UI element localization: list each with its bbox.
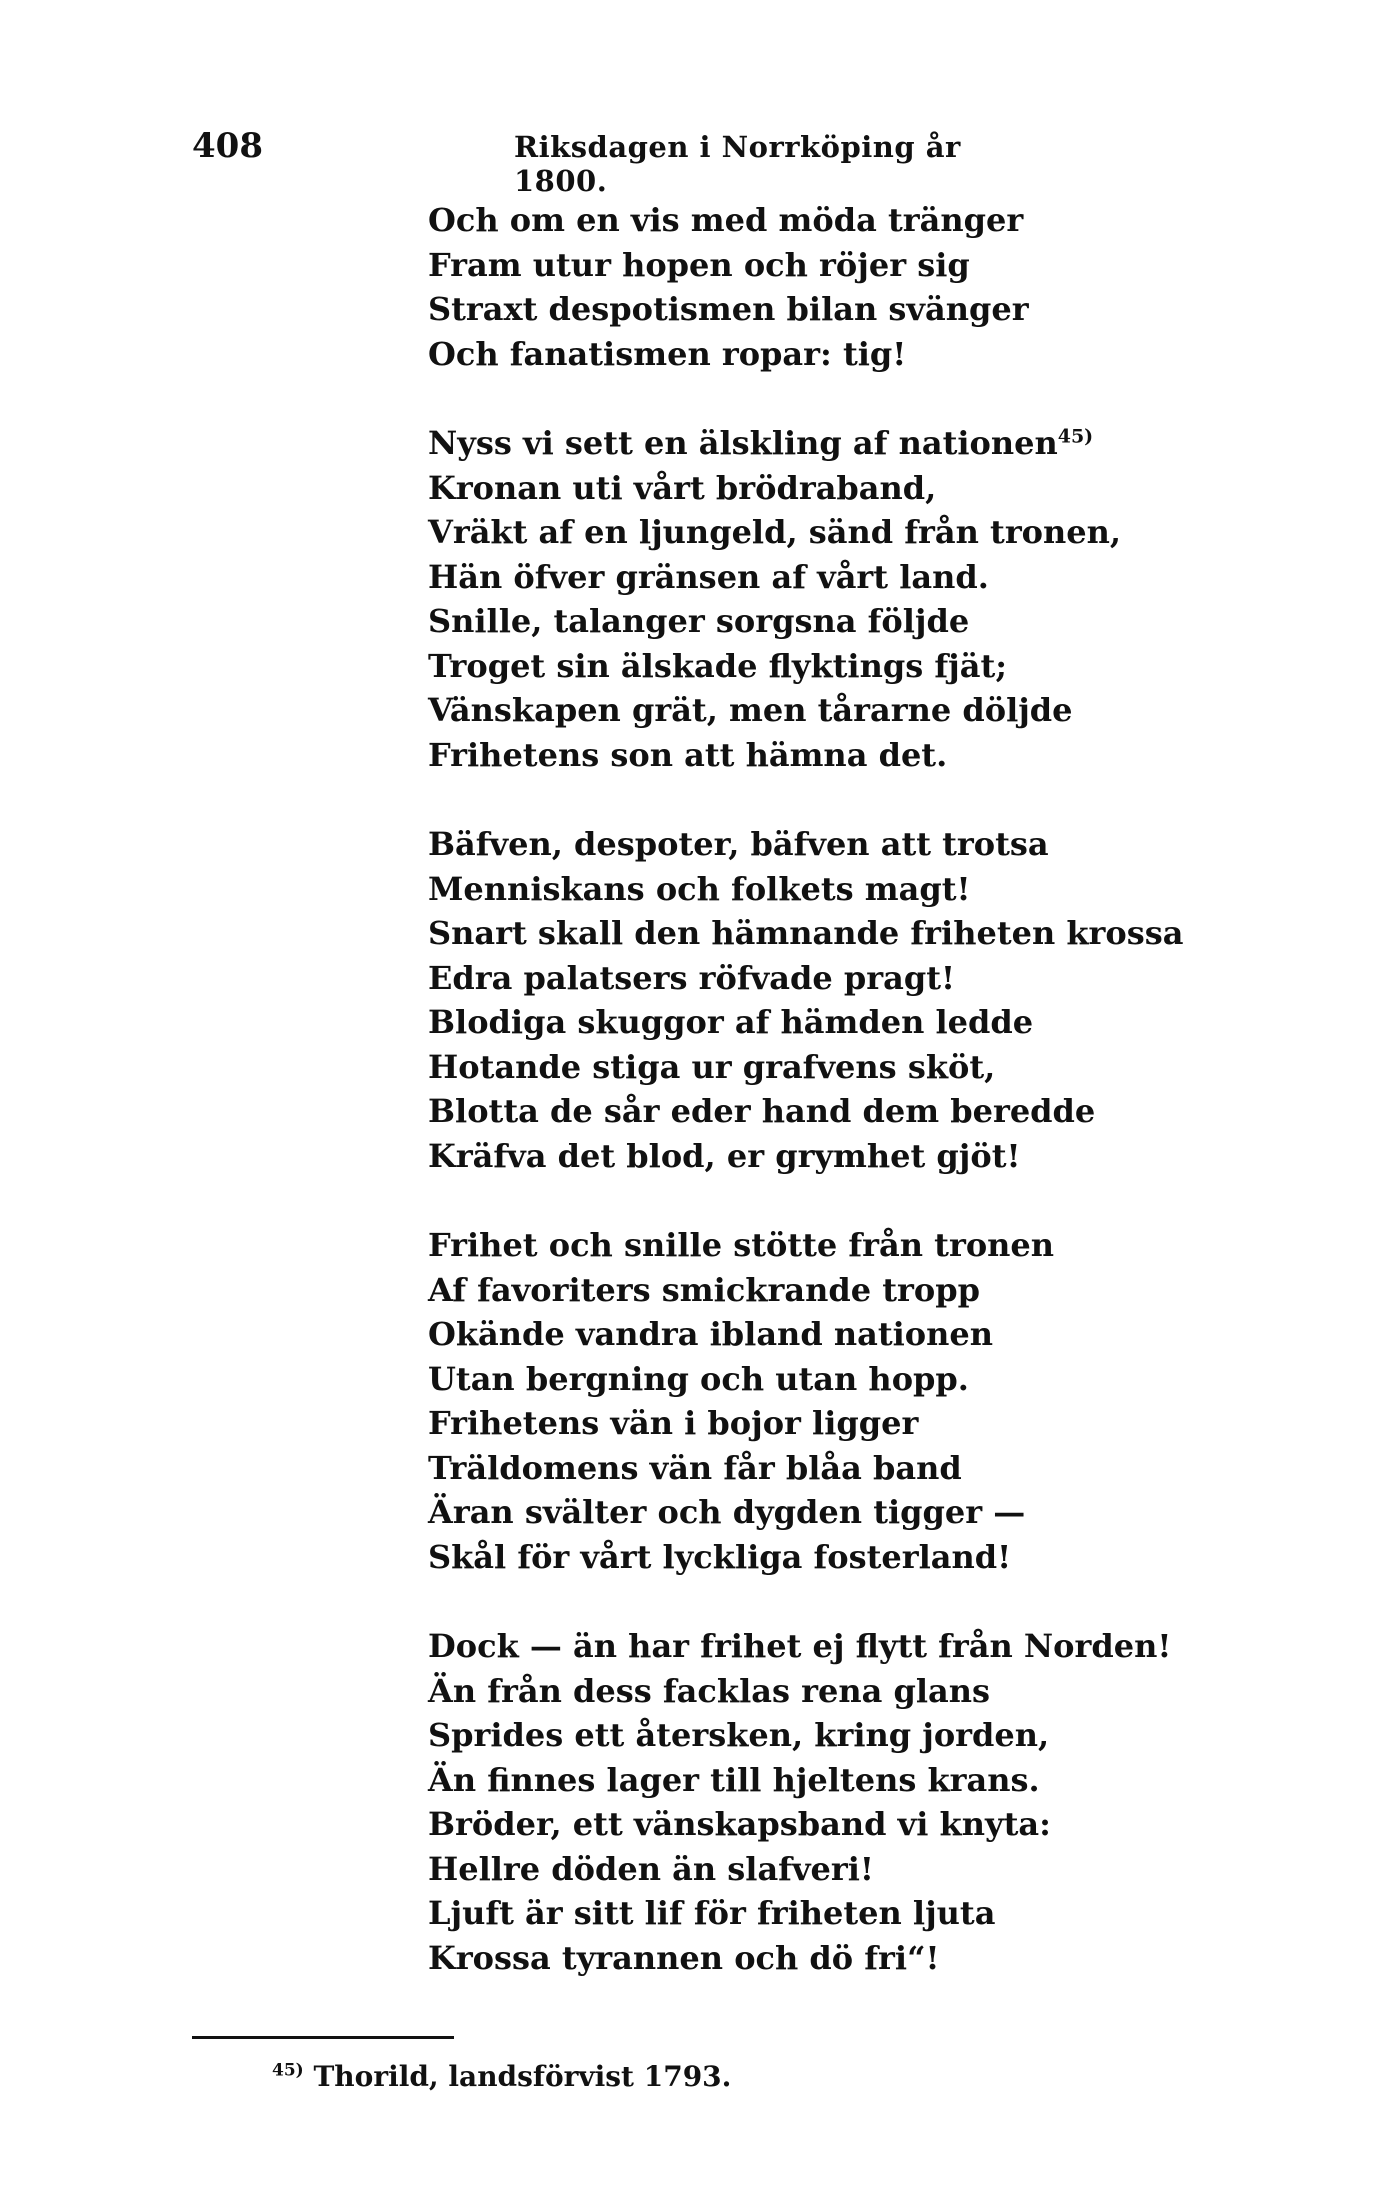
- verse-line: Hän öfver gränsen af vårt land.: [428, 557, 989, 596]
- running-head: [192, 126, 1042, 198]
- verse-line: Skål för vårt lyckliga fosterland!: [428, 1537, 1012, 1576]
- verse-line: Snart skall den hämnande friheten krossa: [428, 914, 1184, 952]
- running-title: Riksdagen i Norrköping år 1800.: [514, 130, 961, 198]
- verse-line: Af favoriters smickrande tropp: [428, 1270, 980, 1309]
- verse-line: Fram utur hopen och röjer sig: [428, 245, 970, 284]
- verse-line: Och om en vis med möda tränger: [428, 201, 1024, 239]
- verse-line: Menniskans och folkets magt!: [428, 869, 971, 908]
- footnote-reference[interactable]: 45): [1057, 425, 1094, 448]
- page-number: 408: [192, 126, 263, 166]
- verse-line: Frihetens vän i bojor ligger: [428, 1404, 919, 1442]
- verse-line: Straxt despotismen bilan svänger: [428, 290, 1029, 328]
- footnote: [272, 2060, 731, 2093]
- footnote-divider: [192, 2036, 454, 2039]
- verse-line: Sprides ett återsken, kring jorden,: [428, 1716, 1050, 1754]
- verse-line: Utan bergning och utan hopp.: [428, 1359, 969, 1398]
- footnote-marker: 45): [272, 2060, 304, 2081]
- verse-line: Hellre döden än slafveri!: [428, 1849, 874, 1888]
- verse-line: Edra palatsers röfvade pragt!: [428, 958, 956, 997]
- verse-line: Troget sin älskade flyktings fjät;: [428, 646, 1008, 685]
- verse-line: Äran svälter och dygden tigger —: [428, 1493, 1026, 1531]
- verse-line: Bäfven, despoter, bäfven att trotsa: [428, 825, 1049, 863]
- verse-line: Kronan uti vårt brödraband,: [428, 468, 937, 507]
- verse-line: Frihet och snille stötte från tronen: [428, 1226, 1055, 1264]
- verse-line: Snille, talanger sorgsna följde: [428, 602, 970, 640]
- verse-line: Blotta de sår eder hand dem beredde: [428, 1092, 1096, 1130]
- stanza: [428, 421, 1148, 777]
- stanza: [428, 822, 1184, 1178]
- verse-line: Vräkt af en ljungeld, sänd från tronen,: [428, 513, 1122, 551]
- verse-line: Hotande stiga ur grafvens sköt,: [428, 1047, 996, 1086]
- poem: [428, 198, 1184, 1980]
- stanza: [428, 1223, 1148, 1579]
- verse-line: Vänskapen grät, men tårarne döljde: [428, 691, 1073, 729]
- verse-line: Blodiga skuggor af hämden ledde: [428, 1003, 1034, 1041]
- stanza: [428, 1624, 1172, 1980]
- verse-line: Bröder, ett vänskapsband vi knyta:: [428, 1805, 1051, 1843]
- footnote-text: Thorild, landsförvist 1793.: [303, 2060, 732, 2093]
- stanza: [428, 198, 1148, 376]
- verse-line: Och fanatismen ropar: tig!: [428, 334, 907, 373]
- verse-line: Träldomens vän får blåa band: [428, 1448, 962, 1487]
- verse-line: Kräfva det blod, er grymhet gjöt!: [428, 1136, 1021, 1175]
- verse-line: Frihetens son att hämna det.: [428, 735, 948, 774]
- verse-line: Krossa tyrannen och dö fri“!: [428, 1938, 940, 1977]
- verse-line: Ljuft är sitt lif för friheten ljuta: [428, 1894, 996, 1932]
- verse-line: Okände vandra ibland nationen: [428, 1315, 993, 1353]
- verse-line: Dock — än har frihet ej flytt från Norden!: [428, 1627, 1172, 1665]
- verse-line: Än finnes lager till hjeltens krans.: [428, 1760, 1040, 1799]
- verse-text: Nyss vi sett en älskling af nationen: [428, 424, 1058, 462]
- verse-line-with-footnote: [428, 421, 1148, 466]
- verse-line: Än från dess facklas rena glans: [428, 1671, 991, 1710]
